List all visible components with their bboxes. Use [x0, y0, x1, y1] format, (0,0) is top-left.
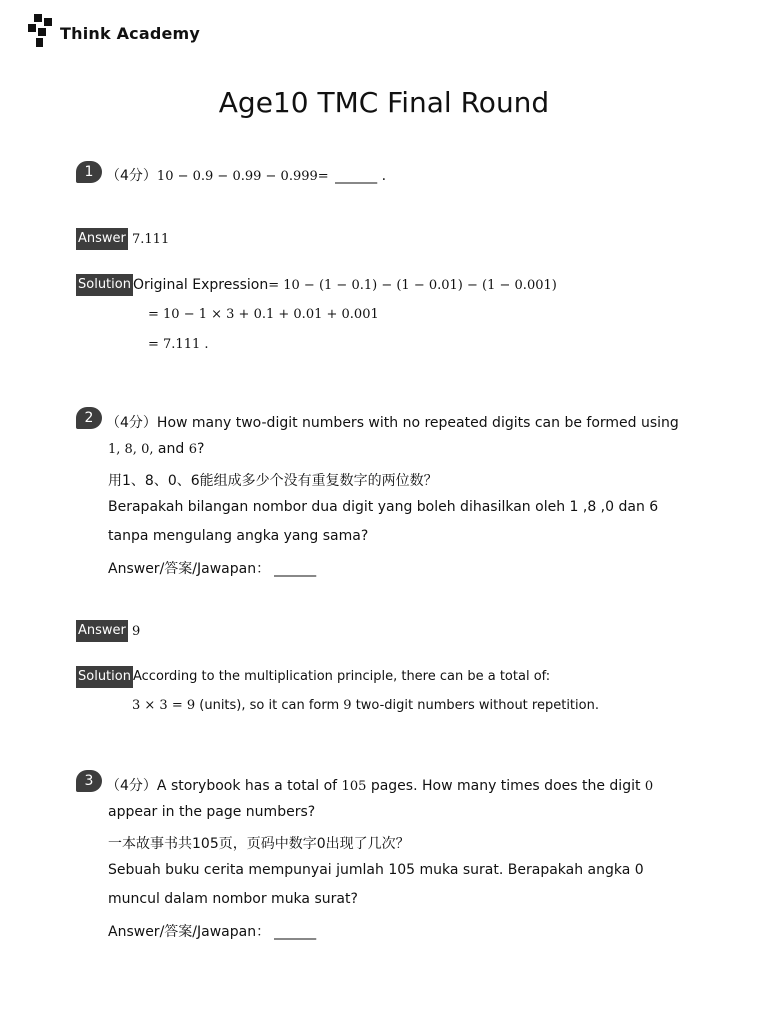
answer-prompt-label: Answer/答案/Jawapan： — [108, 924, 271, 940]
question-2-english-line-1 — [106, 412, 679, 432]
question-number-badge: 2 — [76, 407, 102, 429]
question-3-english-line-1 — [106, 775, 653, 795]
question-3-malay-line-2: muncul dalam nombor muka surat? — [108, 891, 358, 907]
question-2-malay-line-2: tanpa mengulang angka yang sama? — [108, 528, 369, 544]
question-2-malay-line-1: Berapakah bilangan nombor dua digit yang boleh dihasilkan oleh 1 ,8 ,0 dan 6 — [108, 499, 659, 515]
question-2-and: and — [153, 441, 189, 457]
solution-text: (units), so it can form — [195, 698, 344, 713]
page-title: Age10 TMC Final Round — [218, 86, 550, 119]
question-2-english: How many two-digit numbers with no repeated digits can be formed using — [156, 415, 679, 431]
answer-label: Answer — [76, 620, 128, 642]
solution-math: = 10 − (1 − 0.1) − (1 − 0.01) − (1 − 0.001) — [268, 278, 557, 293]
answer-value: 7.111 — [132, 232, 170, 247]
question-number-badge: 1 — [76, 161, 102, 183]
solution-1-line-2: = 10 − 1 × 3 + 0.1 + 0.01 + 0.001 — [148, 307, 379, 322]
question-2-digits: 1, 8, 0, — [108, 442, 154, 457]
question-number-badge: 3 — [76, 770, 102, 792]
question-3-english-mid: pages. How many times does the digit — [366, 778, 645, 794]
question-3-digit: 0 — [644, 779, 654, 794]
question-3-malay-line-1: Sebuah buku cerita mempunyai jumlah 105 muka surat. Berapakah angka 0 — [108, 862, 644, 878]
question-3-number: 105 — [341, 779, 367, 794]
question-points: （4分） — [106, 415, 157, 431]
solution-math: 3 × 3 = 9 — [132, 698, 196, 713]
question-2-qmark: ? — [197, 441, 205, 457]
solution-1-line-3: = 7.111 . — [148, 337, 209, 352]
question-3-chinese: 一本故事书共105页，页码中数字0出现了几次？ — [108, 836, 410, 852]
solution-label: Solution — [76, 666, 133, 688]
answer-label: Answer — [76, 228, 128, 250]
question-2-english-line-2 — [108, 441, 204, 457]
answer-value: 9 — [132, 624, 141, 639]
question-3-english-line-2: appear in the page numbers? — [108, 804, 316, 820]
answer-prompt — [108, 921, 316, 941]
question-2-six: 6 — [188, 442, 198, 457]
answer-blank: ______ — [274, 561, 317, 577]
question-points: （4分） — [106, 778, 157, 794]
question-2-chinese: 用1、8、0、6能组成多少个没有重复数字的两位数？ — [108, 473, 438, 489]
answer-blank: ______ — [274, 924, 317, 940]
question-1-expression: 10 − 0.9 − 0.99 − 0.999= — [156, 169, 329, 184]
answer-prompt — [108, 558, 316, 578]
question-points: （4分） — [106, 168, 157, 184]
solution-prefix: Original Expression — [133, 277, 269, 293]
solution-2-line-2 — [132, 698, 599, 713]
question-3-english: A storybook has a total of — [156, 778, 342, 794]
solution-1-line-1 — [133, 277, 557, 293]
solution-label: Solution — [76, 274, 133, 296]
solution-2-line-1: According to the multiplication principle, there can be a total of: — [133, 669, 551, 684]
think-academy-logo-icon — [28, 14, 56, 50]
solution-number: 9 — [343, 698, 352, 713]
question-1-text — [106, 165, 386, 185]
answer-blank: ______ — [335, 168, 378, 184]
question-period: . — [381, 168, 387, 184]
answer-prompt-label: Answer/答案/Jawapan： — [108, 561, 271, 577]
solution-text-end: two-digit numbers without repetition. — [351, 698, 599, 713]
brand-name: Think Academy — [60, 24, 201, 43]
